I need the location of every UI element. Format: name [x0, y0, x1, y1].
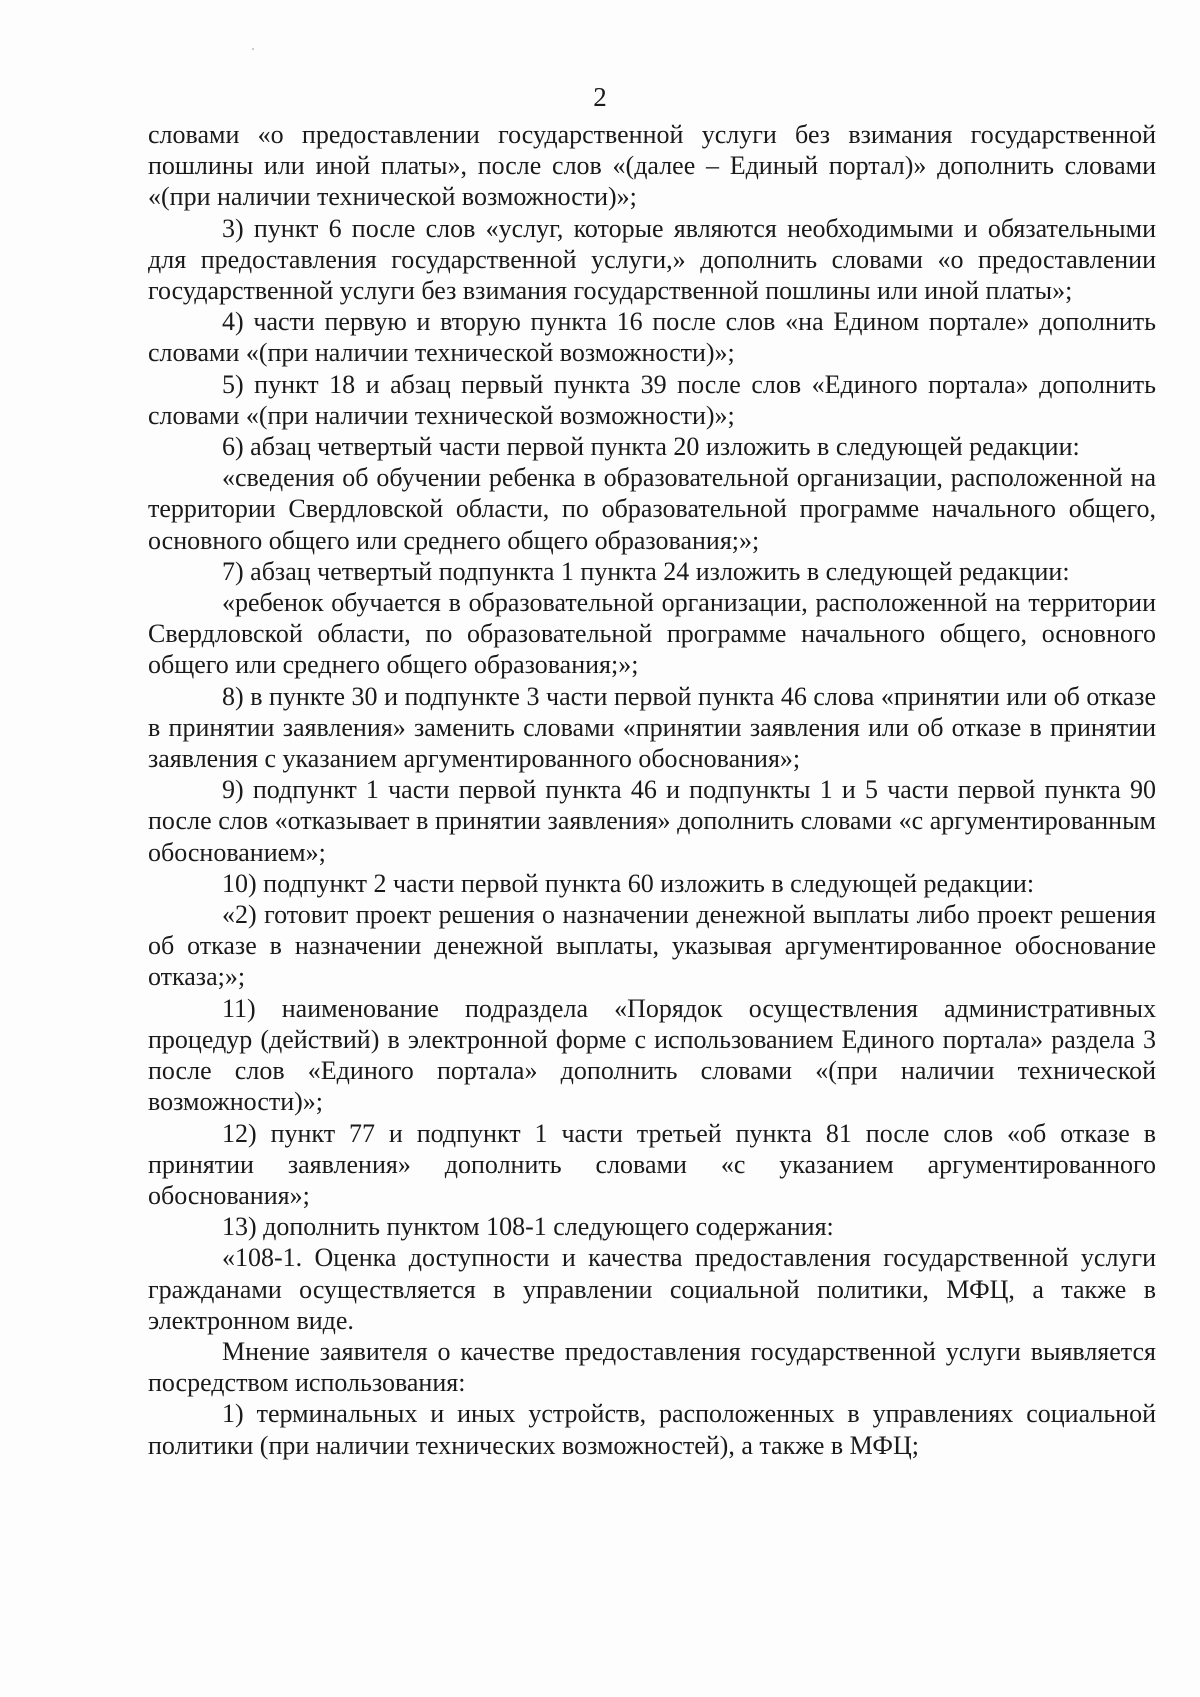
- paragraph-quote-10: «2) готовит проект решения о назначении денежной выплаты либо проект решения об отказе в назначении денежной выплаты, указывая аргументированное обоснование отказа;»;: [148, 900, 1156, 992]
- paragraph-item-4: 4) части первую и вторую пункта 16 после слов «на Едином портале» дополнить словами «(при наличии технической возможности)»;: [148, 307, 1156, 368]
- scan-speck: [252, 48, 254, 50]
- paragraph-item-10: 10) подпункт 2 части первой пункта 60 изложить в следующей редакции:: [222, 868, 1035, 898]
- paragraph-item-11: 11) наименование подраздела «Порядок осуществления административных процедур (действий) в электронной форме с использованием Единого портала» раздела 3 после слов «Единого портала» дополнить словами «(при наличии технической возможности)»;: [148, 993, 1156, 1117]
- document-body: [148, 119, 1156, 1461]
- paragraph-item-6: 6) абзац четвертый части первой пункта 20 изложить в следующей редакции:: [222, 432, 1080, 462]
- paragraph-quote-7: «ребенок обучается в образовательной организации, расположенной на территории Свердловской области, по образовательной программе начального общего, основного общего или среднего общего образования;»;: [148, 588, 1156, 680]
- paragraph-subitem-1: 1) терминальных и иных устройств, расположенных в управлениях социальной политики (при наличии технических возможностей), а также в МФЦ;: [148, 1399, 1156, 1460]
- paragraph-item-13: 13) дополнить пунктом 108-1 следующего содержания:: [222, 1212, 834, 1242]
- paragraph-applicant-opinion: Мнение заявителя о качестве предоставления государственной услуги выявляется посредством использования:: [148, 1336, 1156, 1398]
- paragraph-item-12: 12) пункт 77 и подпункт 1 части третьей пункта 81 после слов «об отказе в принятии заявления» дополнить словами «с указанием аргументированного обоснования»;: [148, 1118, 1156, 1210]
- paragraph-quote-6: «сведения об обучении ребенка в образовательной организации, расположенной на территории Свердловской области, по образовательной программе начального общего, основного общего или среднего общего образования;»;: [148, 463, 1156, 555]
- paragraph-item-5: 5) пункт 18 и абзац первый пункта 39 после слов «Единого портала» дополнить словами «(при наличии технической возможности)»;: [148, 369, 1156, 430]
- paragraph-quote-108-1: «108-1. Оценка доступности и качества предоставления государственной услуги гражданами осуществляется в управлении социальной политики, МФЦ, а также в электронном виде.: [148, 1243, 1156, 1335]
- paragraph-continuation: словами «о предоставлении государственной услуги без взимания государственной пошлины или иной платы», после слов «(далее – Единый портал)» дополнить словами «(при наличии технической возможности)»;: [148, 120, 1156, 212]
- page-number: 2: [593, 82, 607, 112]
- paragraph-item-9: 9) подпункт 1 части первой пункта 46 и подпункты 1 и 5 части первой пункта 90 после слов «отказывает в принятии заявления» дополнить словами «с аргументированным обоснованием»;: [148, 775, 1156, 867]
- paragraph-item-7: 7) абзац четвертый подпункта 1 пункта 24 изложить в следующей редакции:: [222, 556, 1070, 586]
- paragraph-item-3: 3) пункт 6 после слов «услуг, которые являются необходимыми и обязательными для предоставления государственной услуги,» дополнить словами «о предоставлении государственной услуги без взимания государственной пошлины или иной платы»;: [148, 213, 1156, 306]
- paragraph-item-8: 8) в пункте 30 и подпункте 3 части первой пункта 46 слова «принятии или об отказе в принятии заявления» заменить словами «принятии заявления или об отказе в принятии заявления с указанием аргументированного обоснования»;: [148, 681, 1156, 774]
